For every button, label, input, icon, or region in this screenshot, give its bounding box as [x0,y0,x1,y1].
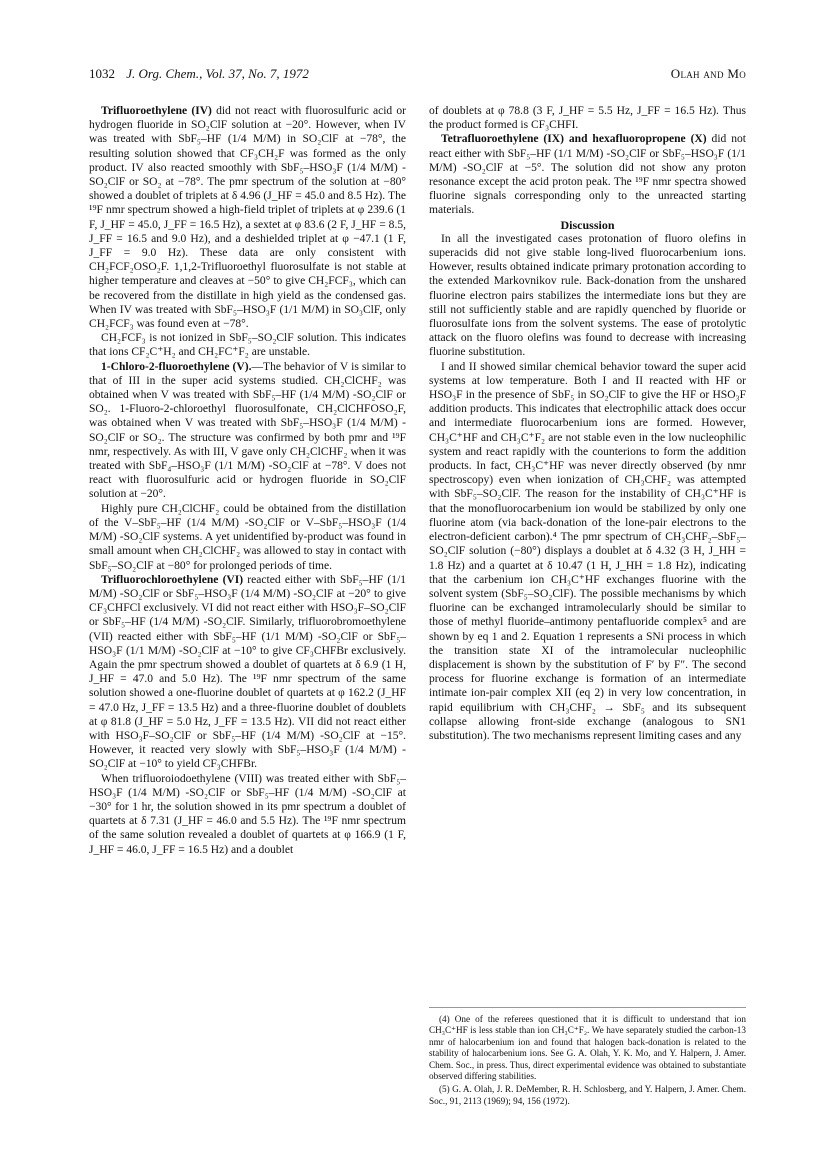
paragraph-lead: Trifluorochloroethylene (VI) [101,573,244,586]
footnote: (5) G. A. Olah, J. R. DeMember, R. H. Schlosberg, and Y. Halpern, J. Amer. Chem. Soc., 91, 2113 (1969); 94, 156 (1972). [429,1084,746,1106]
journal-citation: J. Org. Chem., Vol. 37, No. 7, 1972 [126,66,309,81]
running-authors: Olah and Mo [670,66,746,81]
section-heading: Discussion [560,217,615,232]
paragraph-text: reacted either with SbF₅–HF (1/1 M/M) -SO₂ClF or SbF₅–HSO₃F (1/4 M/M) -SO₂ClF at −20° to give CF₃CHFCl exclusively. VI did not react either with HSO₃F–SO₂ClF or SbF₅–HF (1/4 M/M) -SO₂ClF. Similarly, trifluorobromoethylene (VII) reacted either with SbF₅–HF (1/1 M/M) -SO₂ClF or SbF₅–HSO₃F (1/1 M/M) -SO₂ClF at −10° to give CF₃CHFBr exclusively. Again the pmr spectrum showed a doublet of quartets at δ 6.9 (1 H, J_HF = 47.0 and 5.0 Hz). The ¹⁹F nmr spectrum of the same solution showed a one-fluorine doublet of quartets at φ 162.2 (J_HF = 47.0 Hz, J_FF = 13.5 Hz) and a three-fluorine doublet of doublets at φ 81.8 (J_HF = 5.0 Hz, J_FF = 13.5 Hz). VII did not react either with HSO₃F–SO₂ClF or SbF₅–HF (1/4 M/M) -SO₂ClF at −15°. However, it reacted very slowly with SbF₅–HSO₃F (1/4 M/M) -SO₂ClF at −10° to yield CF₃CHFBr. [89,573,406,771]
paragraph [89,331,406,359]
paragraph [429,104,746,132]
paragraph [89,772,406,857]
paragraph-text: of doublets at φ 78.8 (3 F, J_HF = 5.5 Hz, J_FF = 16.5 Hz). Thus the product formed is CF₃CHFI. [429,105,746,132]
footnote: (4) One of the referees questioned that it is difficult to understand that ion CH₃C⁺HF is less stable than ion CH₃C⁺F₂. We have separately studied the carbon-13 nmr of halocarbenium ion and found that halogen back-donation is related to the stability of halocarbenium ions. See G. A. Olah, Y. K. Mo, and Y. Halpern, J. Amer. Chem. Soc., in press. Thus, direct experimental evidence was obtained to substantiate observed differing stabilities. [429,1014,746,1082]
right-column [429,104,746,743]
paragraph-text: —The behavior of V is similar to that of III in the super acid systems studied. CH₂ClCHF₂ was obtained when V was treated with SbF₅–HF (1/4 M/M) -SO₂ClF or SO₂. 1-Fluoro-2-chloroethyl fluorosulfonate, CH₂ClCHFOSO₂F, was obtained when V was treated with SbF₅–HSO₃F (1/4 M/M) -SO₂ClF or SO₂. The structure was confirmed by both pmr and ¹⁹F nmr, respectively. As with III, V gave only CH₂ClCHF₂ when it was treated with SbF₄–HSO₃F (1/1 M/M) -SO₂ClF at −78°. V does not react with fluorosulfuric acid or hydrogen fluoride in SO₂ClF solution at −20°. [89,360,406,501]
paragraph [89,360,406,502]
paragraph-text: did not react either with SbF₅–HF (1/1 M/M) -SO₂ClF or SbF₅–HSO₃F (1/1 M/M) -SO₂ClF at −5°. The solution did not show any proton resonance except the acid proton peak. The ¹⁹F nmr spectra showed fluorine signals corresponding only to the unreacted starting materials. [429,133,746,217]
paragraph-lead: Tetrafluoroethylene (IX) and hexafluoropropene (X) [441,133,707,146]
paragraph [89,104,406,331]
paragraph-text: did not react with fluorosulfuric acid or hydrogen fluoride in SO₂ClF solution at −20°. However, when IV was treated with SbF₅–HF (1/4 M/M) in SO₂ClF at −78°, the resulting solution showed that CF₃CH₂F was formed as the only product. IV also reacted smoothly with SbF₅–HSO₃F (1/4 M/M) -SO₂ClF or SO₂ at −78°. The pmr spectrum of the solution at −80° showed a doublet of triplets at δ 4.96 (J_HF = 45.0 and 8.5 Hz). The ¹⁹F nmr spectrum showed a high-field triplet of triplets at φ 239.6 (1 F, J_HF = 45.0, J_FF = 16.5 Hz), a sextet at φ 83.6 (2 F, J_HF = 8.5, J_FF = 16.5 and 9.0 Hz), and a deshielded triplet at φ −47.1 (1 F, J_FF = 9.0 Hz). These data are only consistent with CH₂FCF₂OSO₂F. 1,1,2-Trifluoroethyl fluorosulfate is not stable at higher temperature and cleaves at −50° to give CH₂FCF₃, which can be recovered from the distillate in high yield as the condensed gas. When IV was treated with SbF₅–HSO₃F (1/1 M/M) in SO₃ClF, only CH₂FCF₃ was found even at −78°. [89,105,406,331]
paragraph [429,232,746,360]
paragraph-text: I and II showed similar chemical behavior toward the super acid systems at low temperature. Both I and II reacted with HF or HSO₃F in the presence of SbF₅ in SO₂ClF to give the HF or HSO₃F addition products. This indicates that electrophilic attack does occur and intermediate fluorocarbenium ions are formed. However, CH₃C⁺HF and CH₃C⁺F₂ are not stable even in the low nucleophilic system and react rapidly with the counterions to form the addition products. In fact, CH₃C⁺HF was never directly observed (by nmr spectroscopy) even when ionization of CH₃CHF₂ was attempted with SbF₅–SO₂ClF. The reason for the instability of CH₃C⁺HF is that the monofluorocarbenium ion would be stabilized by only one fluorine atom (via back-donation of the lone-pair electrons to the electron-deficient carbon).⁴ The pmr spectrum of CH₃CHF₂–SbF₅–SO₂ClF solution (−80°) displays a doublet at δ 4.32 (3 H, J_HH = 1.8 Hz) and a quartet at δ 10.47 (1 H, J_HH = 1.8 Hz), indicating that the carbenium ion CH₃C⁺HF exchanges fluorine with the solvent system (SbF₅–SO₂ClF). The possible mechanisms by which fluorine can be exchanged intramolecularly should be similar to those of methyl fluoride–antimony pentafluoride complex⁵ and are shown by eq 1 and 2. Equation 1 represents a SNi process in which the transition state XI of the intramolecular nucleophilic displacement is shown by the substitution of F′ by F″. The second process for fluorine exchange is formation of an intermediate intimate ion-pair complex XII (eq 2) in very low concentration, in rapid equilibrium with CH₃CHF₂ → SbF₅ and its subsequent collapse allowing front-side exchange (analogous to SN1 substitution). The two mechanisms represent limiting cases and any [429,360,746,742]
paragraph-text: In all the investigated cases protonation of fluoro olefins in superacids did not give stable long-lived fluorocarbenium ions. However, results obtained indicate primary protonation according to the extended Markovnikov rule. Back-donation from the unshared fluorine electron pairs stabilizes the intermediate ions but they are still not sufficiently stable and are rapidly quenched by fluoride or fluorosulfate ions from the solvent systems. The ease of protolytic attack on the fluoro olefins was found to decrease with increasing fluorine substitution. [429,232,746,359]
page-number: 1032 [89,66,115,81]
paragraph-lead: Trifluoroethylene (IV) [101,105,212,117]
paragraph [89,573,406,772]
paragraph-lead: 1-Chloro-2-fluoroethylene (V). [101,360,252,373]
header-left [89,66,309,82]
paragraph [429,360,746,743]
left-column [89,104,406,857]
paragraph-text: When trifluoroiodoethylene (VIII) was treated either with SbF₅–HSO₃F (1/4 M/M) -SO₂ClF or SbF₅–HF (1/4 M/M) -SO₂ClF at −30° for 1 hr, the solution showed in its pmr spectrum a doublet of quartets at δ 7.31 (J_HF = 46.0 and 5.5 Hz). The ¹⁹F nmr spectrum of the same solution revealed a doublet of quartets at φ 166.9 (1 F, J_HF = 46.0, J_FF = 16.5 Hz) and a doublet [89,772,406,856]
paragraph-text: CH₂FCF₃ is not ionized in SbF₅–SO₂ClF solution. This indicates that ions CF₂C⁺H₂ and CH₂FC⁺F₂ are unstable. [89,332,406,359]
page-header [89,66,746,86]
paragraph [89,502,406,573]
paragraph [429,132,746,217]
footnotes [429,1007,746,1109]
paragraph-text: Highly pure CH₂ClCHF₂ could be obtained from the distillation of the V–SbF₅–HF (1/4 M/M) -SO₂ClF or V–SbF₅–HSO₃F (1/4 M/M) -SO₂ClF systems. A yet unidentified by-product was found in small amount when CH₂ClCHF₂ was allowed to stay in contact with SbF₅–SO₂ClF at −80° for prolonged periods of time. [89,502,406,572]
